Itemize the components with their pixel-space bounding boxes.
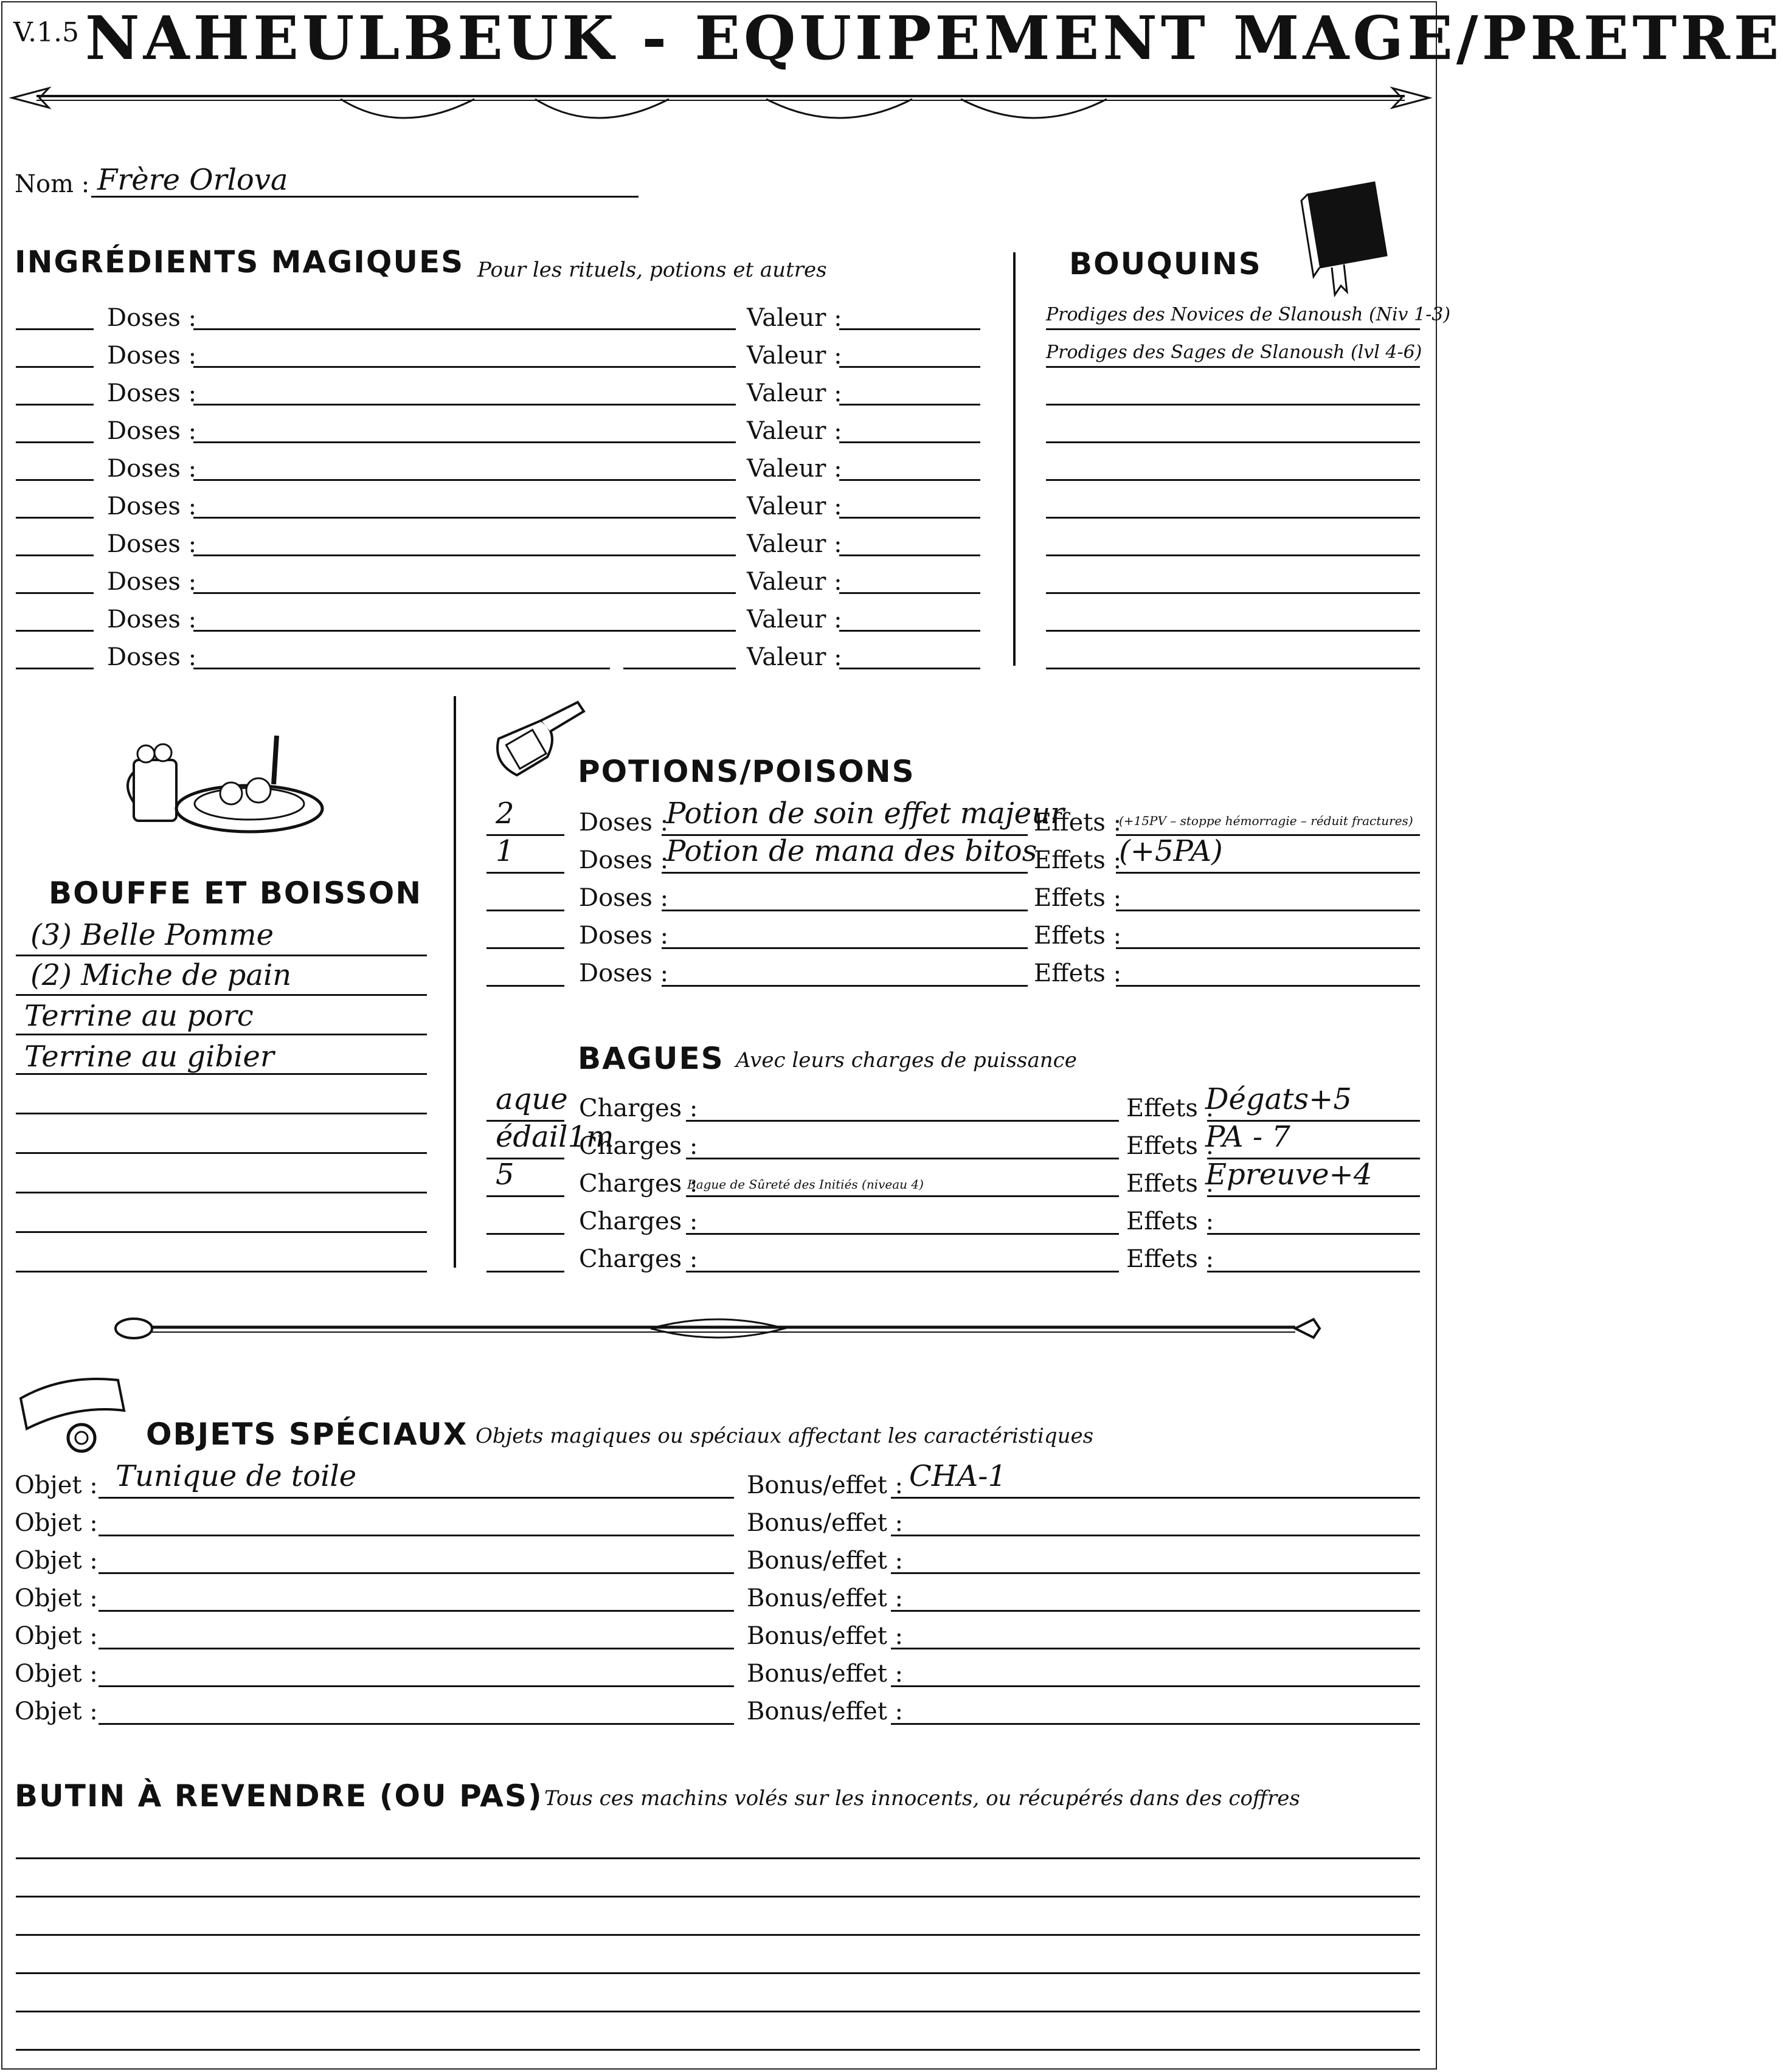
valeur-label: Valeur : [747,379,842,407]
bague-effect-line[interactable] [1207,1233,1420,1235]
butin-line[interactable] [16,2049,1420,2051]
book-item[interactable]: Prodiges des Sages de Slanoush (lvl 4-6) [1046,342,1422,363]
food-icon [122,723,341,845]
book-line[interactable] [1046,517,1420,519]
doses-label: Doses : [107,417,197,445]
food-separator [454,696,456,1268]
book-line[interactable] [1046,592,1420,594]
valeur-label: Valeur : [747,643,842,671]
objet-label: Objet : [15,1697,98,1725]
bague-name-line[interactable] [686,1158,1119,1159]
potion-qty-line[interactable] [486,910,564,911]
doses-label: Doses : [579,922,669,950]
potion-effect-line[interactable] [1116,872,1420,874]
bonus-label: Bonus/effet : [747,1471,904,1499]
food-line[interactable] [16,955,427,956]
butin-line[interactable] [16,1934,1420,1936]
ingredient-qty-line[interactable] [16,554,94,556]
potion-qty-line[interactable] [486,985,564,987]
bague-effect[interactable]: Dégats+5 [1205,1082,1352,1116]
objet-bonus-line[interactable] [891,1610,1420,1612]
objet-name-line[interactable] [99,1648,734,1649]
bague-effect-line[interactable] [1207,1271,1420,1273]
ingredient-name-line[interactable] [623,668,736,669]
doses-label: Doses : [579,884,669,912]
potion-effect[interactable]: (+15PV – stoppe hémorragie – réduit fractures) [1119,813,1413,828]
book-line[interactable] [1046,630,1420,632]
objet-name-line[interactable] [99,1610,734,1612]
effets-label: Effets : [1126,1132,1214,1160]
food-item[interactable]: Terrine au gibier [24,1040,274,1074]
objet-name-line[interactable] [99,1685,734,1687]
valeur-label: Valeur : [747,530,842,558]
ingredient-qty-line[interactable] [16,328,94,330]
ingredient-value-line[interactable] [839,554,980,556]
ingredient-value-line[interactable] [839,404,980,406]
effets-label: Effets : [1034,846,1122,874]
name-line [91,196,639,198]
bague-name-line[interactable] [686,1233,1119,1235]
food-line[interactable] [16,1034,427,1035]
spear-divider-top [12,76,1429,131]
potion-effect-line[interactable] [1116,947,1420,949]
potion-name-line[interactable] [662,872,1028,874]
food-line[interactable] [16,1152,427,1154]
effets-label: Effets : [1034,959,1122,987]
effets-label: Effets : [1126,1094,1214,1122]
doses-label: Doses : [107,568,197,596]
butin-title: BUTIN À REVENDRE (OU PAS) [15,1778,543,1814]
objet-bonus-line[interactable] [891,1685,1420,1687]
food-line[interactable] [16,994,427,996]
ingredient-value-line[interactable] [839,479,980,481]
ingredient-name-line[interactable] [193,668,610,669]
bague-name-line[interactable] [686,1120,1119,1122]
objet-name-line[interactable] [99,1723,734,1725]
potions-title: POTIONS/POISONS [578,754,915,789]
bonus-label: Bonus/effet : [747,1547,904,1575]
objet-name-line[interactable] [99,1497,734,1499]
effets-label: Effets : [1034,922,1122,950]
bouquins-title: BOUQUINS [1069,246,1262,281]
objet-label: Objet : [15,1622,98,1650]
book-item[interactable]: Prodiges des Novices de Slanoush (Niv 1-3) [1046,304,1451,325]
bague-effect-line[interactable] [1207,1195,1420,1197]
potion-name[interactable]: Potion de mana des bitos [666,834,1037,868]
objet-bonus-line[interactable] [891,1535,1420,1536]
butin-line[interactable] [16,2011,1420,2012]
ingredient-value-line[interactable] [839,328,980,330]
objet-label: Objet : [15,1660,98,1688]
ingredients-subtitle: Pour les rituels, potions et autres [477,258,827,282]
objet-name-line[interactable] [99,1535,734,1536]
food-line[interactable] [16,1271,427,1273]
ingredient-qty-line[interactable] [16,630,94,632]
doses-label: Doses : [107,379,197,407]
ingredient-qty-line[interactable] [16,517,94,519]
objet-name-line[interactable] [99,1572,734,1574]
effets-label: Effets : [1126,1170,1214,1198]
ingredient-name-line[interactable] [193,366,736,368]
doses-label: Doses : [107,455,197,483]
ingredient-name-line[interactable] [193,328,736,330]
name-label: Nom : [15,170,90,198]
ingredient-name-line[interactable] [193,404,736,406]
potion-qty-line[interactable] [486,947,564,949]
bagues-title: BAGUES [578,1041,724,1076]
book-line[interactable] [1046,554,1420,556]
food-line[interactable] [16,1073,427,1075]
charges-label: Charges : [579,1170,698,1198]
food-line[interactable] [16,1113,427,1114]
doses-label: Doses : [107,643,197,671]
bague-name-line[interactable] [686,1195,1119,1197]
bonus-label: Bonus/effet : [747,1622,904,1650]
ingredient-value-line[interactable] [839,630,980,632]
objets-title: OBJETS SPÉCIAUX [146,1417,468,1452]
objet-bonus-line[interactable] [891,1497,1420,1499]
valeur-label: Valeur : [747,342,842,370]
valeur-label: Valeur : [747,606,842,634]
food-item[interactable]: (3) Belle Pomme [30,918,274,952]
effets-label: Effets : [1034,884,1122,912]
ingredients-title: INGRÉDIENTS MAGIQUES [15,244,465,280]
objet-bonus-line[interactable] [891,1723,1420,1725]
food-title: BOUFFE ET BOISSON [49,875,423,911]
bonus-label: Bonus/effet : [747,1509,904,1537]
effets-label: Effets : [1126,1245,1214,1273]
butin-line[interactable] [16,1857,1420,1859]
doses-label: Doses : [107,304,197,332]
bague-qty-line[interactable] [486,1271,564,1273]
ingredients-separator [1013,252,1016,666]
name-value[interactable]: Frère Orlova [97,163,288,197]
bonus-label: Bonus/effet : [747,1660,904,1688]
bague-name[interactable]: Bague de Sûreté des Initiés (niveau 4) [687,1177,924,1192]
doses-label: Doses : [579,959,669,987]
staff-divider [116,1304,1320,1353]
objet-label: Objet : [15,1584,98,1612]
objet-bonus[interactable]: CHA-1 [909,1459,1007,1493]
doses-label: Doses : [107,606,197,634]
bonus-label: Bonus/effet : [747,1697,904,1725]
food-item[interactable]: (2) Miche de pain [30,958,292,992]
objet-bonus-line[interactable] [891,1572,1420,1574]
version-label: V.1.5 [13,17,80,48]
potion-qty[interactable]: 2 [496,796,514,831]
potion-effect-line[interactable] [1116,910,1420,911]
book-line[interactable] [1046,404,1420,406]
bague-qty[interactable]: édail1m [496,1120,614,1154]
ingredient-qty-line[interactable] [16,441,94,443]
potion-name-line[interactable] [662,985,1028,987]
potion-name-line[interactable] [662,910,1028,911]
butin-line[interactable] [16,1896,1420,1898]
valeur-label: Valeur : [747,417,842,445]
effets-label: Effets : [1034,809,1122,837]
ingredient-name-line[interactable] [193,441,736,443]
objet-label: Objet : [15,1509,98,1537]
doses-label: Doses : [579,809,669,837]
butin-subtitle: Tous ces machins volés sur les innocents, ou récupérés dans des coffres [544,1786,1300,1811]
bague-qty[interactable]: 5 [496,1158,514,1192]
charges-label: Charges : [579,1245,698,1273]
doses-label: Doses : [107,530,197,558]
book-line[interactable] [1046,441,1420,443]
ingredient-value-line[interactable] [839,441,980,443]
food-line[interactable] [16,1192,427,1193]
potion-name[interactable]: Potion de soin effet majeur [666,796,1065,831]
book-icon [1295,176,1399,298]
book-line[interactable] [1046,668,1420,669]
objet-label: Objet : [15,1471,98,1499]
bague-effect[interactable]: PA - 7 [1205,1120,1290,1154]
bagues-subtitle: Avec leurs charges de puissance [736,1048,1077,1072]
doses-label: Doses : [579,846,669,874]
bague-name-line[interactable] [686,1271,1119,1273]
ingredient-qty-line[interactable] [16,479,94,481]
effets-label: Effets : [1126,1207,1214,1235]
food-item[interactable]: Terrine au porc [24,999,254,1033]
ingredient-name-line[interactable] [193,630,736,632]
bonus-label: Bonus/effet : [747,1584,904,1612]
ingredient-qty-line[interactable] [16,592,94,594]
ingredient-value-line[interactable] [839,668,980,669]
book-line[interactable] [1046,366,1420,368]
page-title: NAHEULBEUK - EQUIPEMENT MAGE/PRETRE [85,4,1783,74]
book-line[interactable] [1046,479,1420,481]
ingredient-value-line[interactable] [839,517,980,519]
scroll-ring-icon [15,1362,136,1459]
valeur-label: Valeur : [747,568,842,596]
ingredient-name-line[interactable] [193,479,736,481]
potion-name-line[interactable] [662,947,1028,949]
ingredient-name-line[interactable] [193,517,736,519]
charges-label: Charges : [579,1207,698,1235]
charges-label: Charges : [579,1132,698,1160]
valeur-label: Valeur : [747,304,842,332]
ingredient-value-line[interactable] [839,366,980,368]
bague-qty-line[interactable] [486,1195,564,1197]
objets-subtitle: Objets magiques ou spéciaux affectant les caractéristiques [476,1424,1094,1448]
ingredient-qty-line[interactable] [16,366,94,368]
bague-qty-line[interactable] [486,1233,564,1235]
bague-effect[interactable]: Epreuve+4 [1205,1158,1373,1192]
charges-label: Charges : [579,1094,698,1122]
ingredient-qty-line[interactable] [16,668,94,669]
potion-qty-line[interactable] [486,872,564,874]
ingredient-name-line[interactable] [193,554,736,556]
bague-qty[interactable]: aque [496,1082,568,1116]
ingredient-qty-line[interactable] [16,404,94,406]
objet-bonus-line[interactable] [891,1648,1420,1649]
doses-label: Doses : [107,342,197,370]
objet-name[interactable]: Tunique de toile [116,1459,357,1493]
objet-label: Objet : [15,1547,98,1575]
ingredient-value-line[interactable] [839,592,980,594]
potion-qty[interactable]: 1 [496,834,514,868]
potion-effect-line[interactable] [1116,985,1420,987]
valeur-label: Valeur : [747,492,842,520]
ingredient-name-line[interactable] [193,592,736,594]
doses-label: Doses : [107,492,197,520]
potion-effect[interactable]: (+5PA) [1119,834,1223,868]
valeur-label: Valeur : [747,455,842,483]
butin-line[interactable] [16,1972,1420,1974]
book-line[interactable] [1046,328,1420,330]
food-line[interactable] [16,1231,427,1233]
